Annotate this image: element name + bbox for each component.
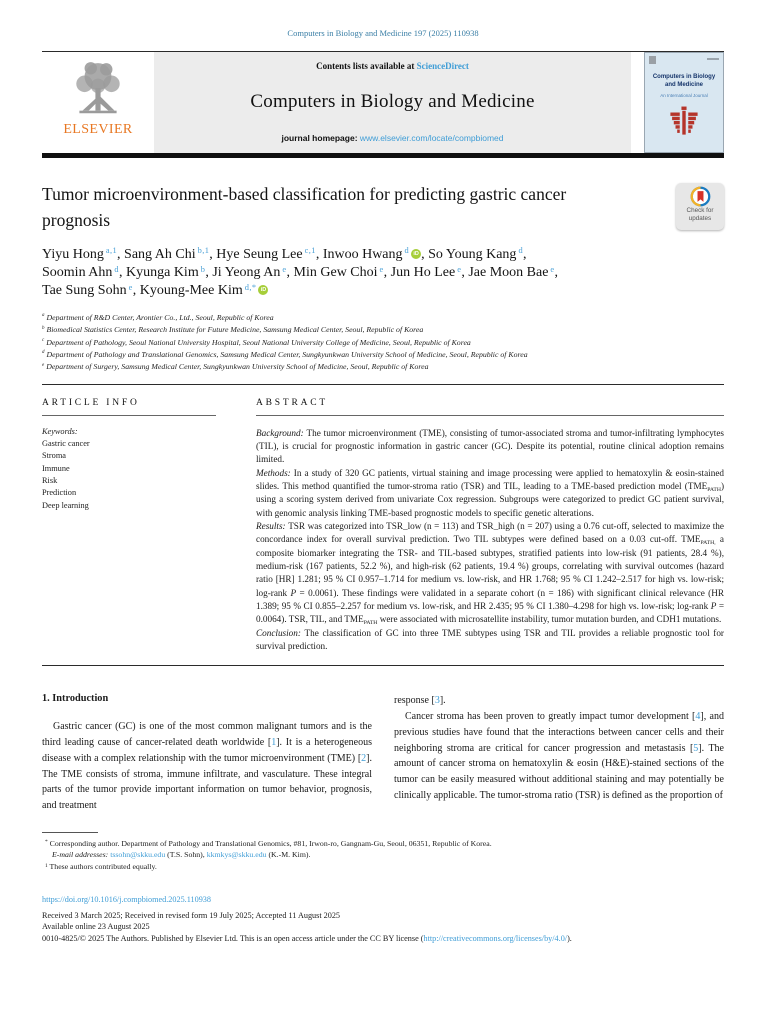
text-segment: ]. (439, 695, 446, 707)
article-title: Tumor microenvironment-based classification for predicting gastric cancer prognosis (42, 184, 567, 231)
title-row (42, 181, 724, 234)
journal-banner (154, 52, 631, 153)
header-divider-bar (42, 153, 724, 158)
affiliation-text: Biomedical Statistics Center, Research Institute for Future Medicine, Samsung Medical Center, Seoul, Republic of Korea (46, 325, 424, 335)
abstract-paragraph-background (256, 427, 724, 467)
text-segment: , Jun Ho Lee (383, 264, 456, 280)
abstract-paragraph-results (256, 520, 724, 627)
text-segment: e (282, 264, 287, 274)
journal-banner-title: Computers in Biology and Medicine (250, 91, 535, 112)
text-segment: e (128, 282, 133, 292)
text-segment: * (45, 839, 48, 846)
corresponding-author-footnote (42, 838, 724, 850)
text-segment: TSR was categorized into TSR_low (n = 113) and TSR_high (n = 207) using a 0.76 cut-off, selected to maximize the concordance index for overall survival prediction. Two TIL subtypes were defined based on a 0.03 cut-off. TME (256, 521, 724, 545)
text-segment: , Ji Yeong An (205, 264, 281, 280)
text-segment: Cancer stroma has been proven to greatly impact tumor development [ (405, 711, 696, 723)
text-segment: e (457, 264, 462, 274)
text-segment: , Min Gew Choi (286, 264, 378, 280)
affiliation-list (42, 312, 724, 374)
email-kkmkys-link[interactable]: kkmkys@skku.edu (206, 850, 267, 860)
text-segment: P (710, 601, 717, 612)
check-for-updates-badge[interactable] (676, 183, 724, 230)
orcid-icon (258, 285, 268, 295)
text-segment: , Hye Seung Lee (209, 246, 303, 262)
cover-journal-title: Computers in Biology and Medicine (652, 74, 716, 89)
received-dates-line: Received 3 March 2025; Received in revised form 19 July 2025; Accepted 11 August 2025 (42, 910, 341, 920)
text-segment: (K.-M. Kim). (266, 850, 311, 860)
text-segment: e (379, 264, 384, 274)
doi-line (42, 894, 724, 906)
text-segment: , Inwoo Hwang (315, 246, 403, 262)
text-segment: PATH, (700, 539, 716, 546)
text-segment: Corresponding author. Department of Pathology and Translational Genomics, #81, Irwon-ro, Gangnam-Gu, Seoul, 06351, Republic of Korea. (47, 838, 492, 848)
orcid-icon (411, 249, 421, 259)
doi-link[interactable]: https://doi.org/10.1016/j.compbiomed.2025.110938 (42, 894, 211, 904)
ref-2-link[interactable]: 2 (361, 752, 367, 764)
cover-journal-subtitle: An International Journal (660, 93, 708, 99)
text-segment: 1 (45, 862, 48, 869)
ref-3-link[interactable]: 3 (434, 695, 440, 707)
journal-header (42, 51, 724, 158)
abstract-column (256, 398, 724, 654)
article-info-header: ARTICLE INFO (42, 397, 140, 408)
text-segment: d (114, 264, 119, 274)
text-segment: b,1 (197, 246, 210, 256)
email-tssohn-link[interactable]: tssohn@skku.edu (110, 850, 166, 860)
text-segment: d (404, 246, 410, 256)
text-segment: , Sang Ah Chi (117, 246, 196, 262)
affiliation-text: Department of Pathology and Translational Genomics, Samsung Medical Center, Sungkyunkwan University School of Medicine, Seoul, Republic of Korea (46, 350, 528, 359)
text-segment: Tae Sung Sohn (42, 282, 127, 298)
affiliation-item (42, 324, 724, 336)
ref-5-link[interactable]: 5 (693, 742, 699, 754)
text-segment: Yiyu Hong (42, 246, 104, 262)
article-info-underline (42, 415, 216, 416)
homepage-prefix-text: journal homepage: (281, 133, 360, 143)
text-segment: E-mail addresses: (52, 850, 111, 860)
journal-cover-thumbnail (644, 52, 724, 153)
keyword-item: Gastric cancer (42, 438, 90, 448)
text-segment: PATH (707, 486, 721, 493)
affiliation-text: Department of Surgery, Samsung Medical Center, Sungkyunkwan University School of Medicine, Seoul, Republic of Korea (46, 362, 429, 372)
affiliation-item (42, 337, 724, 349)
email-addresses-footnote (42, 849, 724, 861)
text-segment: Gastric cancer (GC) is one of the most common malignant tumors and is the third leading cause of cancer-related death worldwide [ (42, 721, 372, 749)
footnote-area (42, 832, 724, 873)
elsevier-tree-icon (67, 59, 129, 121)
affiliation-mark: d (42, 350, 45, 356)
crossmark-icon (690, 186, 711, 207)
author-list (42, 246, 724, 301)
text-segment: Soomin Ahn (42, 264, 113, 280)
affiliation-mark: e (42, 362, 45, 368)
text-segment: were associated with microsatellite instability, tumor mutation burden, and CDH1 mutations. (377, 614, 722, 625)
cover-top-row (649, 56, 719, 64)
affiliation-mark: a (42, 313, 45, 319)
copyright-line (42, 933, 724, 945)
text-segment: The tumor microenvironment (TME), consisting of tumor-associated stroma and tumor-infiltrating lymphocytes (TIL), is crucial for prognostic information in gastric cancer (GC). Despite its potential, routine clinical adoption remains limited. (256, 427, 725, 465)
text-segment: ]. The TME consists of stroma, immune infiltrate, and vasculature. These integral parts of the tumor provide important information on tumor behavior, prognosis, and treatment (42, 752, 372, 811)
text-segment: d,* (244, 282, 257, 292)
info-abstract-section (42, 385, 724, 654)
text-segment: ]. The amount of cancer stroma on hematoxylin & eosin (H&E)-stained sections of the tumor can be easily measured without additional staining and may potentially be clinically applicable. The tumor-stroma ratio (TSR) is defined as the proportion of (394, 742, 724, 801)
body-paragraph (394, 709, 724, 803)
text-segment: response [ (394, 695, 435, 707)
section-divider (42, 665, 724, 666)
text-segment: P (290, 587, 297, 598)
sciencedirect-link[interactable]: ScienceDirect (416, 61, 469, 71)
text-segment: The classification of GC into three TME subtypes using TSR and TIL provides a reliable prognostic tool for survival prediction. (256, 627, 724, 652)
contents-list-line (316, 61, 469, 71)
affiliation-item (42, 361, 724, 373)
text-segment: , Jae Moon Bae (461, 264, 549, 280)
text-segment: ) using a scoring system derived from univariate Cox regression. Subgroups were categorized to predict GC patient survival, with genomic analysis linking TME-based prognostic models to specific genetic alterations. (256, 481, 724, 518)
text-segment: = 0.0061). These findings were validated in a separate cohort (n = 186) with significant clinical relevance (HR 1.389; 95 % CI 0.855–2.257 for medium vs. low-risk, and HR 2.435; 95 % CI 1.380–4.298 for high vs. low-risk; log-rank (256, 587, 724, 612)
text-segment: These authors contributed equally. (47, 861, 157, 871)
affiliation-mark: b (42, 325, 45, 331)
text-segment: , Kyoung-Mee Kim (132, 282, 243, 298)
text-segment: ]. It is a heterogeneous disease with a complex relationship with the tumor microenvironment (TME) [ (42, 737, 372, 764)
text-segment: c,1 (304, 246, 316, 256)
journal-citation: Computers in Biology and Medicine 197 (2025) 110938 (287, 28, 479, 38)
contents-prefix-text: Contents lists available at (316, 61, 417, 71)
introduction-heading: 1. Introduction (42, 693, 109, 705)
text-segment: , So Young Kang (421, 246, 517, 262)
text-segment: ). (567, 934, 572, 944)
text-segment: b (200, 264, 206, 274)
text-segment: a composite biomarker integrating the TSR- and TIL-based subtypes, stratified patients into low-risk (91 patients, 28.4 %), medium-risk (167 patients, 52.2 %), and high-risk (62 patients, 19.4 %) groups, correlating with survival outcomes (hazard ratio [HR] 1.281; 95 % CI 0.957–1.714 for medium vs. low-risk, and HR 1.768; 95 % CI 1.242–2.517 for high vs. low-risk; log-rank (256, 534, 724, 598)
equal-contribution-footnote (42, 861, 724, 873)
keyword-item: Prediction (42, 488, 77, 498)
cover-publisher-mark-icon (649, 56, 656, 64)
text-segment: In a study of 320 GC patients, virtual staining and image processing were applied to hematoxylin & eosin-stained slides. This method quantified the tumor-stroma ratio (TSR) and TIL, leading to a TME-based prediction model (TME (256, 467, 725, 491)
body-paragraph (394, 693, 724, 709)
keyword-item: Immune (42, 463, 70, 473)
available-online-line: Available online 23 August 2025 (42, 922, 150, 932)
cover-issue-dash (707, 58, 719, 60)
article-footer (42, 894, 724, 946)
affiliation-item (42, 349, 724, 361)
journal-homepage-line (281, 133, 503, 143)
text-segment: , (523, 246, 527, 262)
body-right-column (394, 693, 724, 813)
affiliation-text: Department of R&D Center, Arontier Co., Ltd., Seoul, Republic of Korea (46, 313, 274, 323)
affiliation-mark: c (42, 338, 45, 344)
ref-4-link[interactable]: 4 (695, 711, 701, 723)
abstract-underline (256, 415, 724, 416)
text-segment: e (550, 264, 555, 274)
keyword-item: Stroma (42, 451, 66, 461)
text-segment: , Kyunga Kim (119, 264, 199, 280)
cc-by-license-link[interactable]: http://creativecommons.org/licenses/by/4.0/ (423, 934, 568, 944)
text-segment: Conclusion: (256, 627, 305, 638)
text-segment: (T.S. Sohn), (165, 850, 207, 860)
keyword-item: Deep learning (42, 500, 89, 510)
keyword-item: Risk (42, 475, 58, 485)
text-segment: = 0.0064). TSR, TIL, and TME (256, 601, 724, 625)
text-segment: Methods: (256, 467, 294, 478)
body-columns (42, 693, 724, 813)
ref-1-link[interactable]: 1 (271, 737, 277, 749)
abstract-paragraph-conclusion (256, 627, 724, 654)
check-badge-label-line1: Check for (686, 207, 714, 214)
text-segment: Results: (256, 521, 289, 532)
text-segment: , (554, 264, 559, 280)
text-segment: a,1 (105, 246, 118, 256)
abstract-header: ABSTRACT (256, 397, 329, 408)
article-info-column (42, 398, 232, 654)
text-segment: ], and previous studies have found that the interactions between cancer cells and their neighboring stroma are critical for cancer progression and metastasis [ (394, 711, 724, 754)
elsevier-logo (42, 52, 154, 153)
body-paragraph (42, 719, 372, 813)
abstract-paragraph-methods (256, 467, 724, 520)
footnote-divider (42, 832, 98, 833)
affiliation-text: Department of Pathology, Seoul National University Hospital, Seoul National University College of Medicine, Seoul, Republic of Korea (46, 337, 471, 347)
affiliation-item (42, 312, 724, 324)
elsevier-wordmark: ELSEVIER (63, 122, 133, 137)
journal-header-row (42, 52, 724, 153)
body-left-column (42, 693, 372, 813)
journal-homepage-link[interactable]: www.elsevier.com/locate/compbiomed (359, 133, 504, 143)
text-segment: 0010-4825/© 2025 The Authors. Published by Elsevier Ltd. This is an open access article under the CC BY license ( (42, 934, 424, 944)
keywords-label: Keywords: (42, 426, 78, 436)
check-badge-label-line2: updates (688, 214, 712, 222)
text-segment: PATH (363, 620, 378, 627)
text-segment: d (518, 246, 524, 256)
text-segment: Background: (256, 427, 307, 438)
caduceus-mosaic-icon (667, 105, 701, 137)
